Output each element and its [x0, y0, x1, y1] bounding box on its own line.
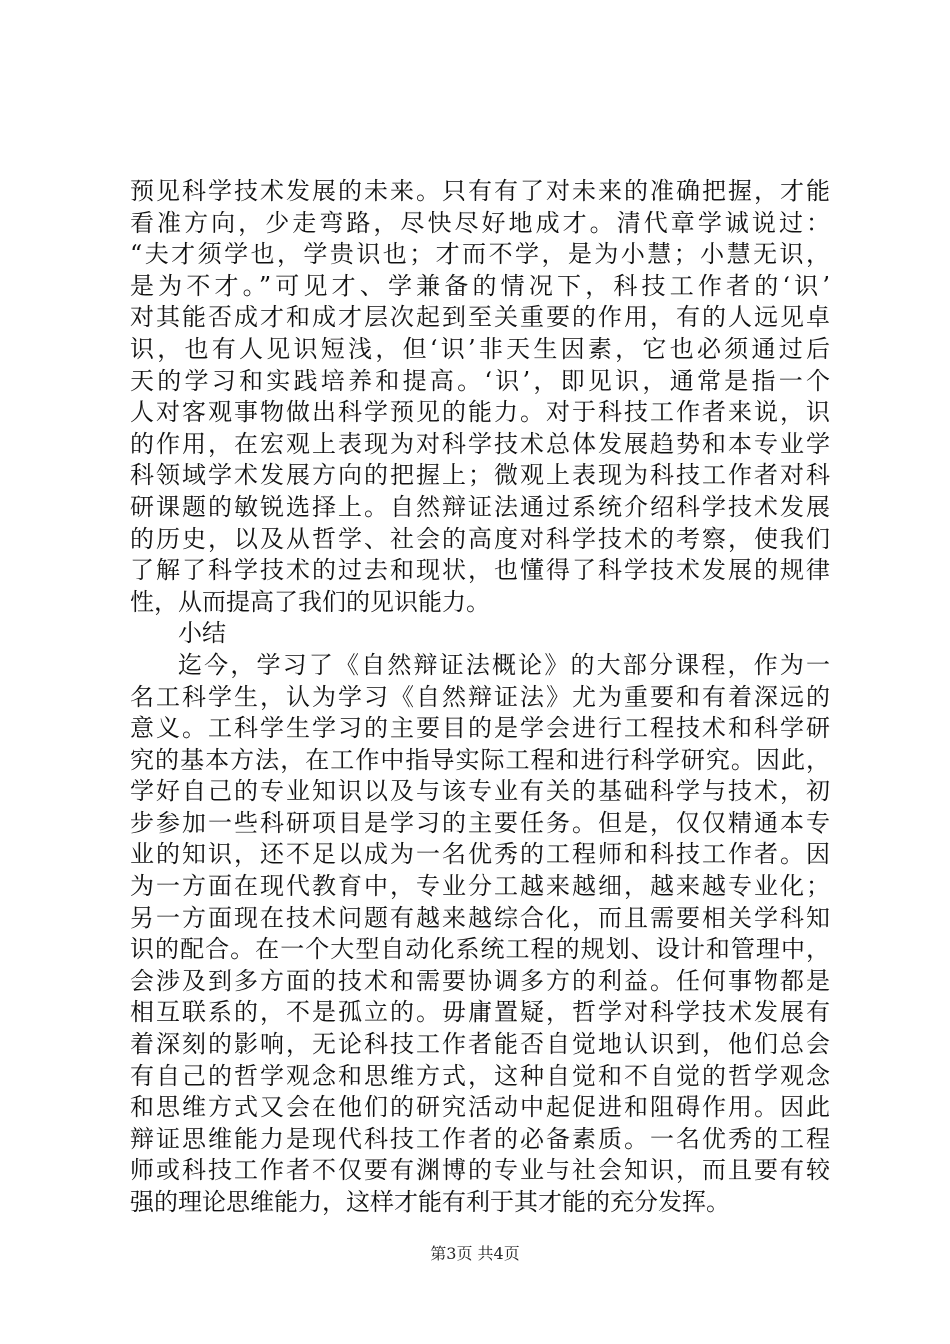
- text-line: 天的学习和实践培养和提高。‘识’，即见识，通常是指一个: [130, 366, 830, 395]
- text-line: 预见科学技术发展的未来。只有有了对未来的准确把握，才能: [130, 177, 830, 205]
- paragraph-1: [130, 176, 830, 618]
- text-line: 识的配合。在一个大型自动化系统工程的规划、设计和管理中，: [130, 935, 830, 964]
- text-line: 另一方面现在技术问题有越来越综合化，而且需要相关学科知: [130, 903, 830, 932]
- text-line: 辩证思维能力是现代科技工作者的必备素质。一名优秀的工程: [130, 1124, 830, 1153]
- page-number: 第3页 共4页: [430, 1244, 520, 1263]
- page-footer: [0, 1244, 950, 1264]
- text-line: 为一方面在现代教育中，专业分工越来越细，越来越专业化；: [130, 872, 830, 901]
- text-line: 相互联系的，不是孤立的。毋庸置疑，哲学对科学技术发展有: [130, 998, 830, 1027]
- text-line: 对其能否成才和成才层次起到至关重要的作用，有的人远见卓: [130, 303, 830, 332]
- text-line: 步参加一些科研项目是学习的主要任务。但是，仅仅精通本专: [130, 808, 830, 837]
- text-line: 科领域学术发展方向的把握上；微观上表现为科技工作者对科: [130, 461, 830, 490]
- text-line: 着深刻的影响，无论科技工作者能否自觉地认识到，他们总会: [130, 1030, 830, 1059]
- text-line: 和思维方式又会在他们的研究活动中起促进和阻碍作用。因此: [130, 1093, 830, 1122]
- text-line: 学好自己的专业知识以及与该专业有关的基础科学与技术，初: [130, 777, 830, 806]
- text-line: 的历史，以及从哲学、社会的高度对科学技术的考察，使我们: [130, 524, 830, 553]
- text-line: 有自己的哲学观念和思维方式，这种自觉和不自觉的哲学观念: [130, 1061, 830, 1090]
- text-line: 识，也有人见识短浅，但‘识’非天生因素，它也必须通过后: [130, 334, 830, 363]
- text-line: 人对客观事物做出科学预见的能力。对于科技工作者来说，识: [130, 398, 830, 427]
- section-heading: 小结: [178, 619, 226, 648]
- text-line: 名工科学生，认为学习《自然辩证法》尤为重要和有着深远的: [130, 682, 830, 711]
- text-line: 了解了科学技术的过去和现状，也懂得了科学技术发展的规律: [130, 556, 830, 585]
- text-line: 业的知识，还不足以成为一名优秀的工程师和科技工作者。因: [130, 840, 830, 869]
- text-line: 是为不才。”可见才、学兼备的情况下，科技工作者的‘识’: [130, 271, 830, 300]
- text-line: 迄今，学习了《自然辩证法概论》的大部分课程，作为一: [178, 650, 830, 679]
- text-line: 师或科技工作者不仅要有渊博的专业与社会知识，而且要有较: [130, 1156, 830, 1185]
- text-line: 性，从而提高了我们的见识能力。: [130, 587, 490, 616]
- text-line: 的作用，在宏观上表现为对科学技术总体发展趋势和本专业学: [130, 429, 830, 458]
- text-line: 会涉及到多方面的技术和需要协调多方的利益。任何事物都是: [130, 966, 830, 995]
- text-line: 强的理论思维能力，这样才能有利于其才能的充分发挥。: [130, 1188, 730, 1216]
- text-line: 究的基本方法，在工作中指导实际工程和进行科学研究。因此，: [130, 745, 830, 774]
- paragraph-2: [130, 650, 830, 1219]
- document-body: [130, 176, 830, 1219]
- text-line: “夫才须学也，学贵识也；才而不学，是为小慧；小慧无识，: [130, 240, 830, 269]
- text-line: 看准方向，少走弯路，尽快尽好地成才。清代章学诚说过：: [130, 208, 830, 237]
- text-line: 意义。工科学生学习的主要目的是学会进行工程技术和科学研: [130, 714, 830, 743]
- text-line: 研课题的敏锐选择上。自然辩证法通过系统介绍科学技术发展: [130, 492, 830, 521]
